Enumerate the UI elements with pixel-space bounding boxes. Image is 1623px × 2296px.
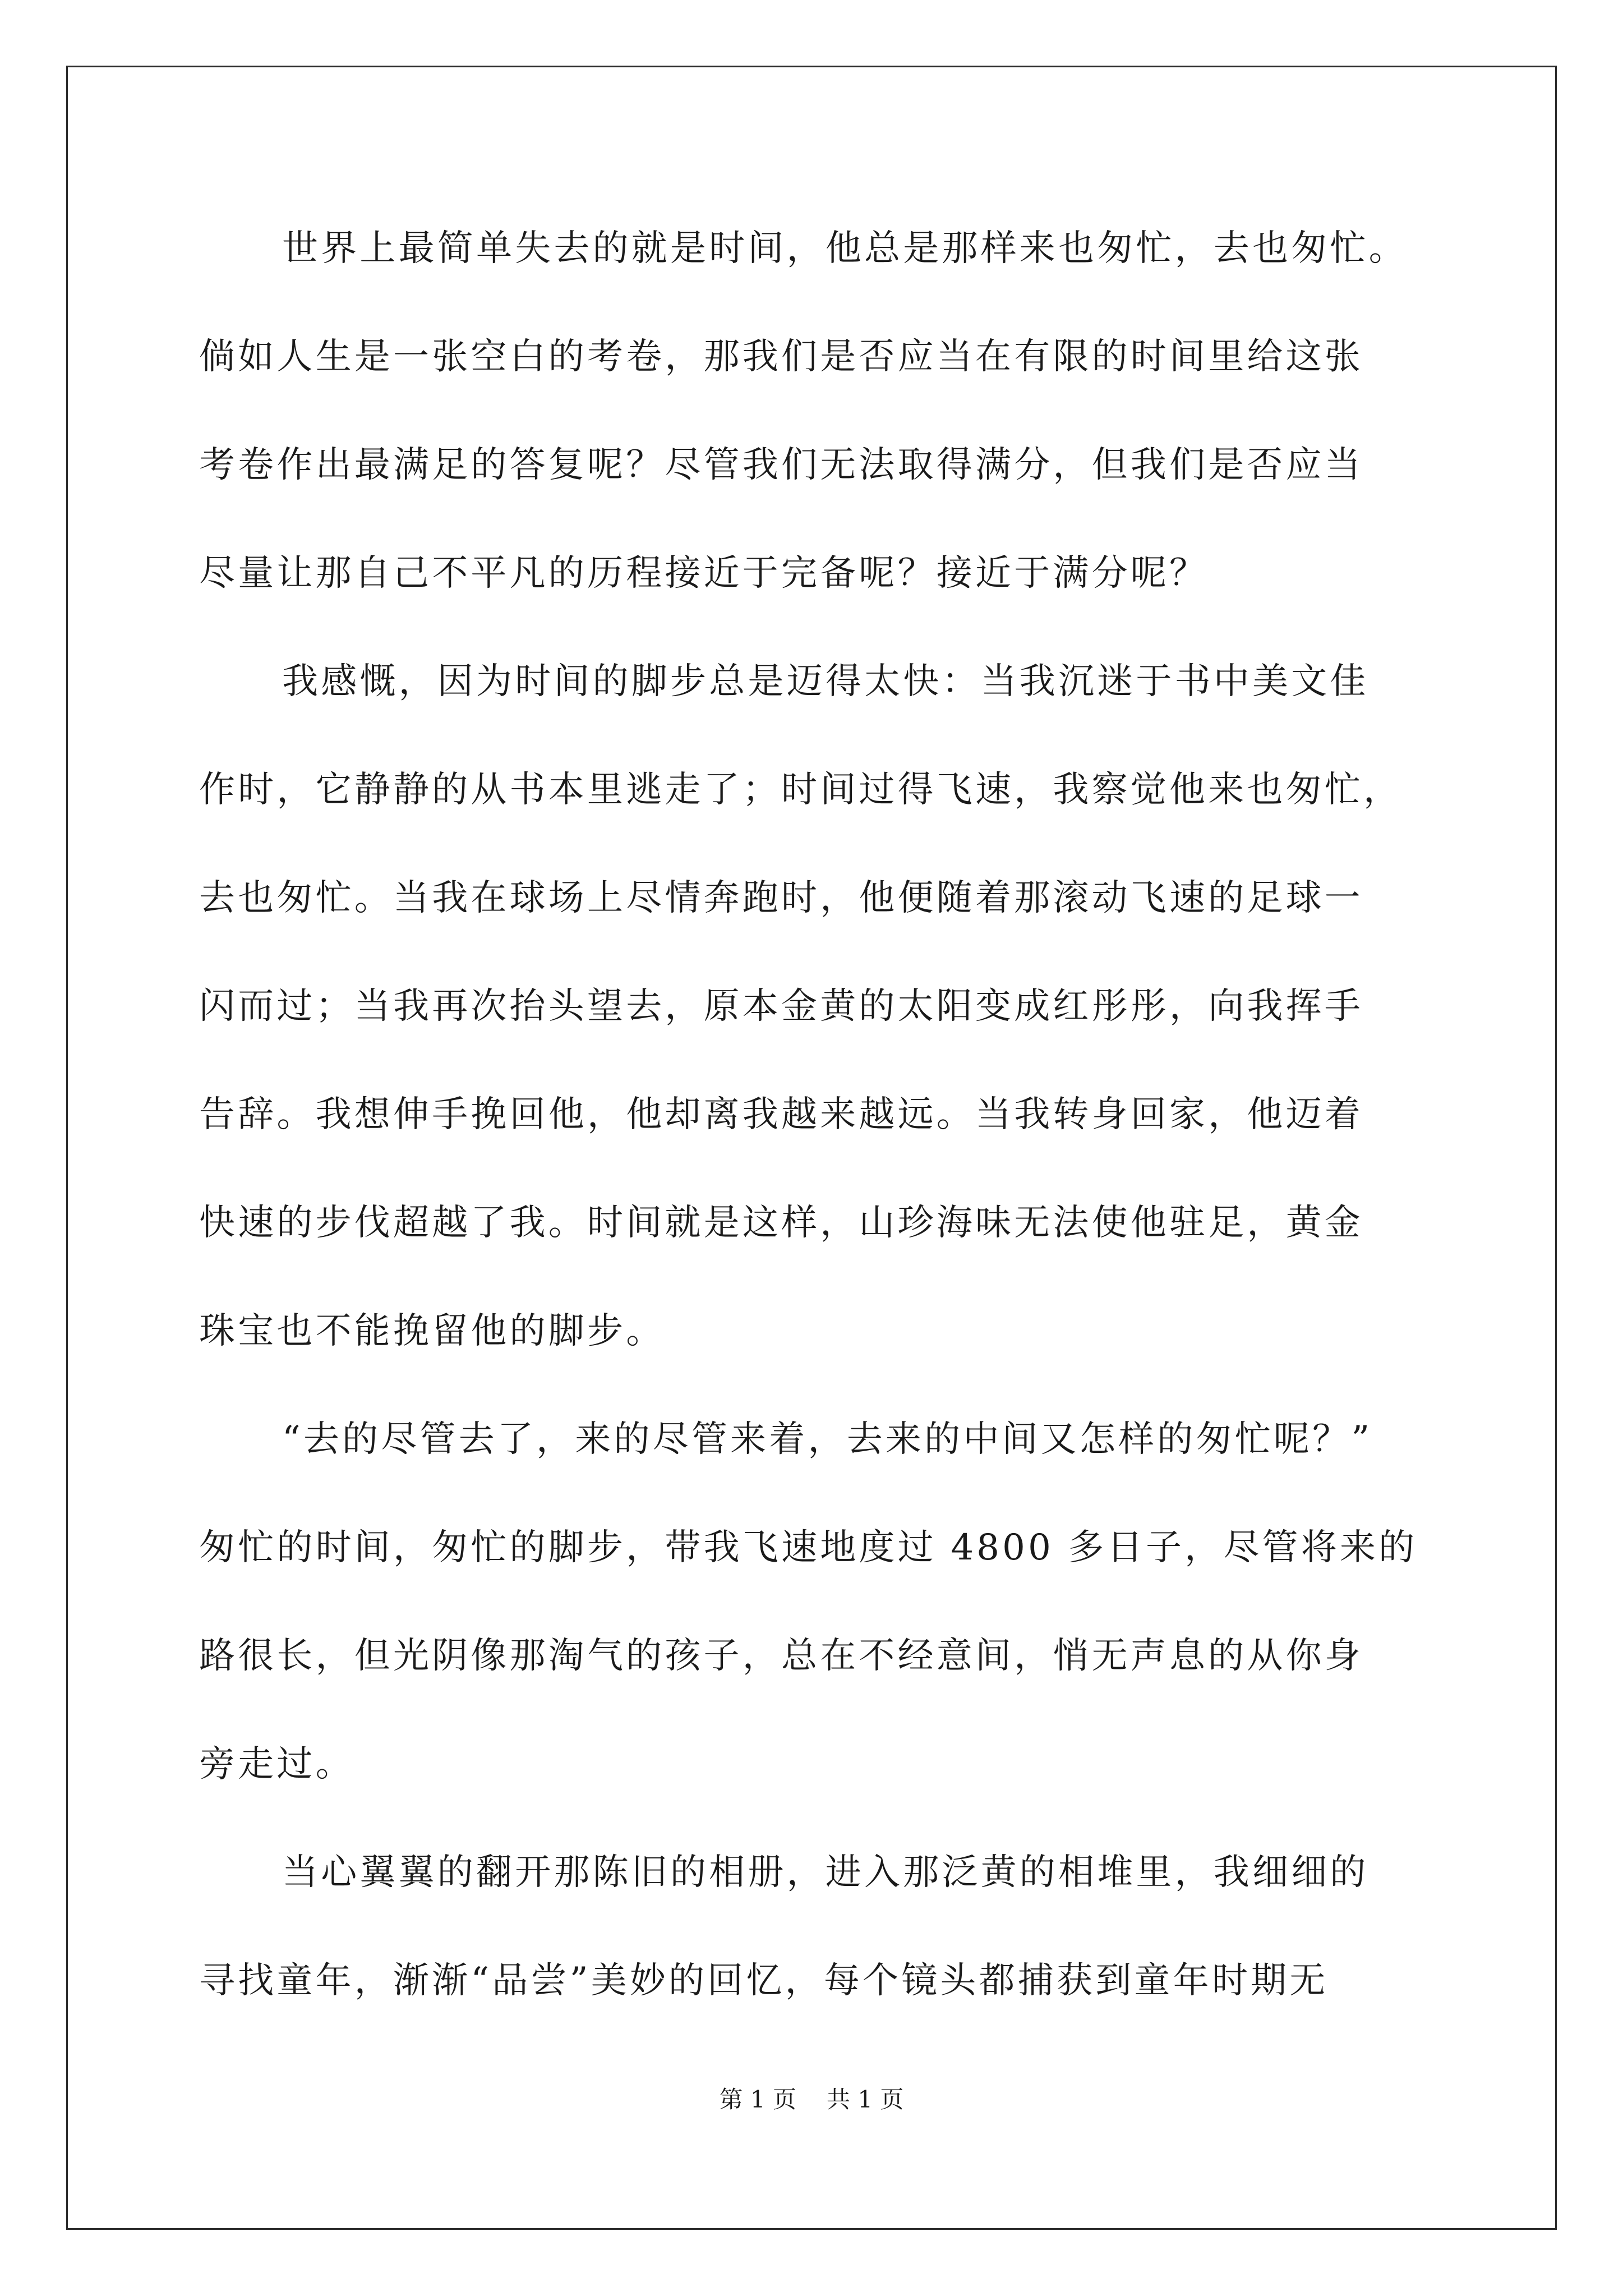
paragraph xyxy=(199,218,1427,651)
text-line: “去的尽管去了，来的尽管来着，去来的中间又怎样的匆忙呢？” xyxy=(282,1419,1373,1460)
text-line: 旁走过。 xyxy=(199,1743,354,1785)
text-line: 告辞。我想伸手挽回他，他却离我越来越远。当我转身回家，他迈着 xyxy=(199,1094,1363,1135)
text-line: 闪而过；当我再次抬头望去，原本金黄的太阳变成红彤彤，向我挥手 xyxy=(199,986,1363,1027)
paragraph xyxy=(199,1409,1427,1842)
paragraph xyxy=(199,651,1427,1409)
text-line: 路很长，但光阴像那淘气的孩子，总在不经意间，悄无声息的从你身 xyxy=(199,1635,1363,1677)
page-total: 共 1 页 xyxy=(827,2086,904,2113)
document-body xyxy=(199,218,1427,2058)
text-line: 当心翼翼的翻开那陈旧的相册，进入那泛黄的相堆里，我细细的 xyxy=(282,1852,1369,1893)
text-line: 作时，它静静的从书本里逃走了；时间过得飞速，我察觉他来也匆忙， xyxy=(199,769,1403,811)
text-line: 尽量让那自己不平凡的历程接近于完备呢？接近于满分呢？ xyxy=(199,553,1209,594)
text-line: 倘如人生是一张空白的考卷，那我们是否应当在有限的时间里给这张 xyxy=(199,336,1363,378)
text-line: 去也匆忙。当我在球场上尽情奔跑时，他便随着那滚动飞速的足球一 xyxy=(199,877,1363,919)
text-line: 考卷作出最满足的答复呢？尽管我们无法取得满分，但我们是否应当 xyxy=(199,444,1363,486)
paragraph xyxy=(199,1842,1427,2058)
text-line: 世界上最简单失去的就是时间，他总是那样来也匆忙，去也匆忙。 xyxy=(282,228,1408,269)
text-line: 珠宝也不能挽留他的脚步。 xyxy=(199,1310,665,1352)
page-footer xyxy=(0,2083,1623,2116)
page-number: 第 1 页 xyxy=(719,2086,796,2113)
text-line: 寻找童年，渐渐“品尝”美妙的回忆，每个镜头都捕获到童年时期无 xyxy=(199,1960,1329,2001)
text-line: 匆忙的时间，匆忙的脚步，带我飞速地度过 4800 多日子，尽管将来的 xyxy=(199,1527,1418,1568)
text-line: 我感慨，因为时间的脚步总是迈得太快：当我沉迷于书中美文佳 xyxy=(282,661,1369,702)
text-line: 快速的步伐超越了我。时间就是这样，山珍海味无法使他驻足，黄金 xyxy=(199,1202,1363,1244)
